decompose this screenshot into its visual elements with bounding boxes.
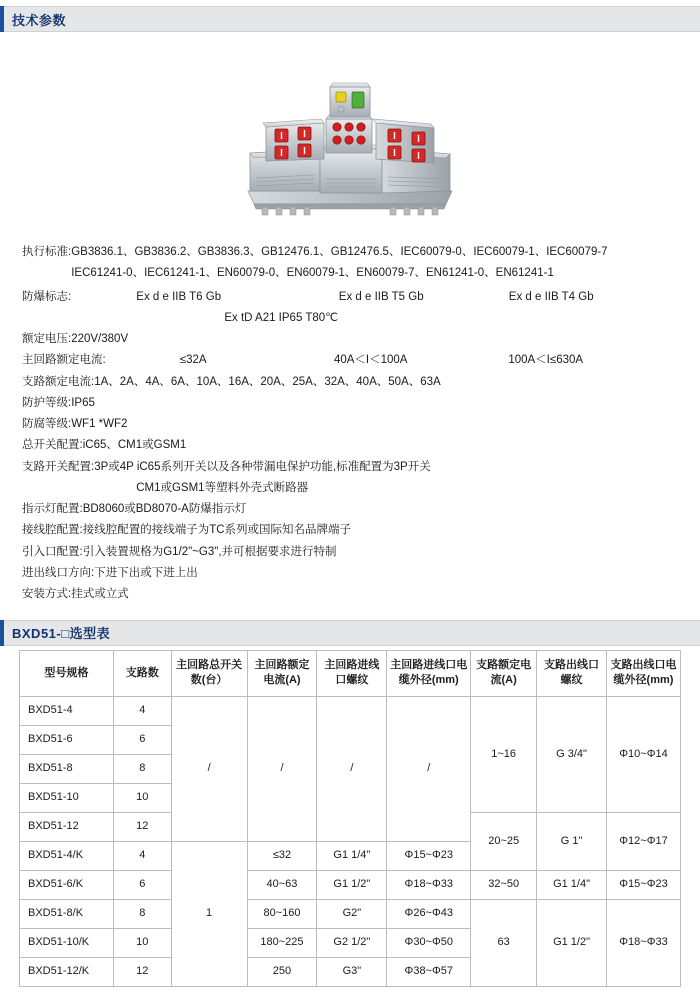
cell-branches: 4 xyxy=(113,696,171,725)
cell-main-thread: G3" xyxy=(317,957,387,986)
th-branch-thread: 支路出线口螺纹 xyxy=(537,650,607,696)
spec-corrosion-value: WF1 *WF2 xyxy=(71,418,128,431)
accent-bar-2 xyxy=(0,620,4,646)
spec-corrosion xyxy=(22,414,678,435)
cell-main-cable: Φ18~Φ33 xyxy=(387,870,471,899)
tech-spec-list xyxy=(0,236,700,614)
cell-branch-thread: G 3/4" xyxy=(537,696,607,812)
th-main-cable: 主回路进线口电缆外径(mm) xyxy=(387,650,471,696)
spec-branch-current-label: 支路额定电流: xyxy=(22,375,95,388)
spec-entry-value: 引入装置规格为G1/2"~G3",并可根据要求进行特制 xyxy=(82,545,337,558)
cell-main-thread: G1 1/2" xyxy=(317,870,387,899)
cell-branch-cable: Φ18~Φ33 xyxy=(607,899,681,986)
cell-branches: 6 xyxy=(113,725,171,754)
cell-branches: 10 xyxy=(113,928,171,957)
cell-model: BXD51-6 xyxy=(20,725,114,754)
cell-model: BXD51-6/K xyxy=(20,870,114,899)
spec-ex-mark-t5: Ex d e IIB T5 Gb xyxy=(338,290,424,303)
spec-branch-current-value: 1A、2A、4A、6A、10A、16A、20A、25A、32A、40A、50A、63A xyxy=(94,375,441,388)
spec-install-label: 安装方式: xyxy=(22,588,72,601)
cell-main-cable: Φ26~Φ43 xyxy=(387,899,471,928)
cell-main-current: 180~225 xyxy=(247,928,317,957)
spec-branch-switch-label: 支路开关配置: xyxy=(22,460,95,473)
cell-branch-cable: Φ10~Φ14 xyxy=(607,696,681,812)
spec-protection-value: IP65 xyxy=(71,396,95,409)
section-header-tech xyxy=(0,6,700,32)
cell-main-cable: Φ30~Φ50 xyxy=(387,928,471,957)
cell-main-thread: G2 1/2" xyxy=(317,928,387,957)
spec-voltage-value: 220V/380V xyxy=(71,333,129,346)
table-row xyxy=(20,899,681,928)
th-model: 型号规格 xyxy=(20,650,114,696)
cell-model: BXD51-10/K xyxy=(20,928,114,957)
cell-branch-current: 32~50 xyxy=(471,870,537,899)
spec-branch-current xyxy=(22,372,678,393)
cell-main-cable: Φ38~Φ57 xyxy=(387,957,471,986)
table-row xyxy=(20,696,681,725)
spec-entry xyxy=(22,542,678,563)
spec-entry-label: 引入口配置: xyxy=(22,545,83,558)
spec-ex-mark-dust: Ex tD A21 IP65 T80℃ xyxy=(224,311,339,324)
spec-main-switch xyxy=(22,435,678,456)
cell-main-cable: / xyxy=(387,696,471,841)
spec-install xyxy=(22,584,678,605)
spec-install-value: 挂式或立式 xyxy=(71,588,129,601)
product-image xyxy=(0,36,700,236)
cell-branches: 4 xyxy=(113,841,171,870)
spec-branch-switch xyxy=(22,457,678,500)
spec-protection xyxy=(22,393,678,414)
cell-model: BXD51-8/K xyxy=(20,899,114,928)
cell-branches: 8 xyxy=(113,899,171,928)
cell-branches: 8 xyxy=(113,754,171,783)
spec-main-current-v1: ≤32A xyxy=(179,354,207,367)
cell-model: BXD51-8 xyxy=(20,754,114,783)
spec-terminal-value: 接线腔配置的接线端子为TC系列或国际知名品牌端子 xyxy=(82,524,352,537)
spec-main-switch-value: iC65、CM1或GSM1 xyxy=(82,439,187,452)
th-branches: 支路数 xyxy=(113,650,171,696)
spec-voltage-label: 额定电压: xyxy=(22,333,72,346)
cell-model: BXD51-12/K xyxy=(20,957,114,986)
spec-corrosion-label: 防腐等级: xyxy=(22,418,72,431)
spec-main-current-v2: 40A＜I＜100A xyxy=(333,354,408,367)
cell-branch-current: 1~16 xyxy=(471,696,537,812)
cell-branches: 6 xyxy=(113,870,171,899)
spec-indicator-label: 指示灯配置: xyxy=(22,503,83,516)
spec-standard-line-2: IEC61241-0、IEC61241-1、EN60079-0、EN60079-1、EN60079-7、EN61241-0、EN61241-1 xyxy=(71,267,554,280)
table-row xyxy=(20,870,681,899)
cell-branch-thread: G1 1/4" xyxy=(537,870,607,899)
spec-terminal-label: 接线腔配置: xyxy=(22,524,83,537)
spec-ex-mark-t6: Ex d e IIB T6 Gb xyxy=(136,290,222,303)
cell-main-current: / xyxy=(247,696,317,841)
spec-standard xyxy=(22,242,678,285)
spec-indicator xyxy=(22,499,678,520)
cell-branch-cable: Φ12~Φ17 xyxy=(607,812,681,870)
cell-main-switch-count: / xyxy=(171,696,247,841)
cell-model: BXD51-4 xyxy=(20,696,114,725)
cell-model: BXD51-12 xyxy=(20,812,114,841)
spec-branch-switch-value-1: 3P或4P iC65系列开关以及各种带漏电保护功能,标准配置为3P开关 xyxy=(94,460,431,473)
spec-voltage xyxy=(22,329,678,350)
section-header-selection xyxy=(0,620,700,646)
spec-direction-label: 进出线口方向: xyxy=(22,566,95,579)
spec-main-current-v3: 100A＜I≤630A xyxy=(508,354,584,367)
spec-main-switch-label: 总开关配置: xyxy=(22,439,83,452)
cell-main-thread: / xyxy=(317,696,387,841)
spec-indicator-value: BD8060或BD8070-A防爆指示灯 xyxy=(82,503,247,516)
cell-main-current: ≤32 xyxy=(247,841,317,870)
table-header-row xyxy=(20,650,681,696)
spec-standard-line-1: GB3836.1、GB3836.2、GB3836.3、GB12476.1、GB12476.5、IEC60079-0、IEC60079-1、IEC60079-7 xyxy=(71,246,608,258)
spec-standard-label: 执行标准: xyxy=(22,246,72,258)
th-branch-cable: 支路出线口电缆外径(mm) xyxy=(607,650,681,696)
cell-branches: 12 xyxy=(113,812,171,841)
spec-terminal xyxy=(22,520,678,541)
cell-main-cable: Φ15~Φ23 xyxy=(387,841,471,870)
spec-ex-mark-t4: Ex d e IIB T4 Gb xyxy=(508,290,594,303)
spec-direction-value: 下进下出或下进上出 xyxy=(94,566,198,579)
accent-bar xyxy=(0,6,4,32)
cell-main-switch-count: 1 xyxy=(171,841,247,986)
explosion-proof-distribution-box-illustration xyxy=(200,41,500,231)
spec-main-current xyxy=(22,350,678,371)
section-title-tech: 技术参数 xyxy=(12,12,67,28)
cell-main-thread: G2" xyxy=(317,899,387,928)
cell-branch-current: 63 xyxy=(471,899,537,986)
cell-branch-cable: Φ15~Φ23 xyxy=(607,870,681,899)
spec-direction xyxy=(22,563,678,584)
cell-main-current: 250 xyxy=(247,957,317,986)
cell-model: BXD51-4/K xyxy=(20,841,114,870)
cell-branch-current: 20~25 xyxy=(471,812,537,870)
document-page xyxy=(0,6,700,987)
cell-main-current: 40~63 xyxy=(247,870,317,899)
cell-model: BXD51-10 xyxy=(20,783,114,812)
th-branch-current: 支路额定电流(A) xyxy=(471,650,537,696)
cell-branches: 12 xyxy=(113,957,171,986)
selection-table xyxy=(19,650,681,987)
cell-branch-thread: G1 1/2" xyxy=(537,899,607,986)
spec-main-current-label: 主回路额定电流: xyxy=(22,354,106,367)
section-title-selection: BXD51-□选型表 xyxy=(12,626,111,642)
spec-ex-mark xyxy=(22,287,678,330)
cell-branches: 10 xyxy=(113,783,171,812)
spec-ex-mark-label: 防爆标志: xyxy=(22,290,72,303)
cell-main-thread: G1 1/4" xyxy=(317,841,387,870)
spec-branch-switch-value-2: CM1或GSM1等塑料外壳式断路器 xyxy=(136,481,309,494)
cell-branch-thread: G 1" xyxy=(537,812,607,870)
spec-protection-label: 防护等级: xyxy=(22,396,72,409)
cell-main-current: 80~160 xyxy=(247,899,317,928)
th-main-switch-count: 主回路总开关数(台） xyxy=(171,650,247,696)
th-main-thread: 主回路进线口螺纹 xyxy=(317,650,387,696)
th-main-current: 主回路额定电流(A) xyxy=(247,650,317,696)
